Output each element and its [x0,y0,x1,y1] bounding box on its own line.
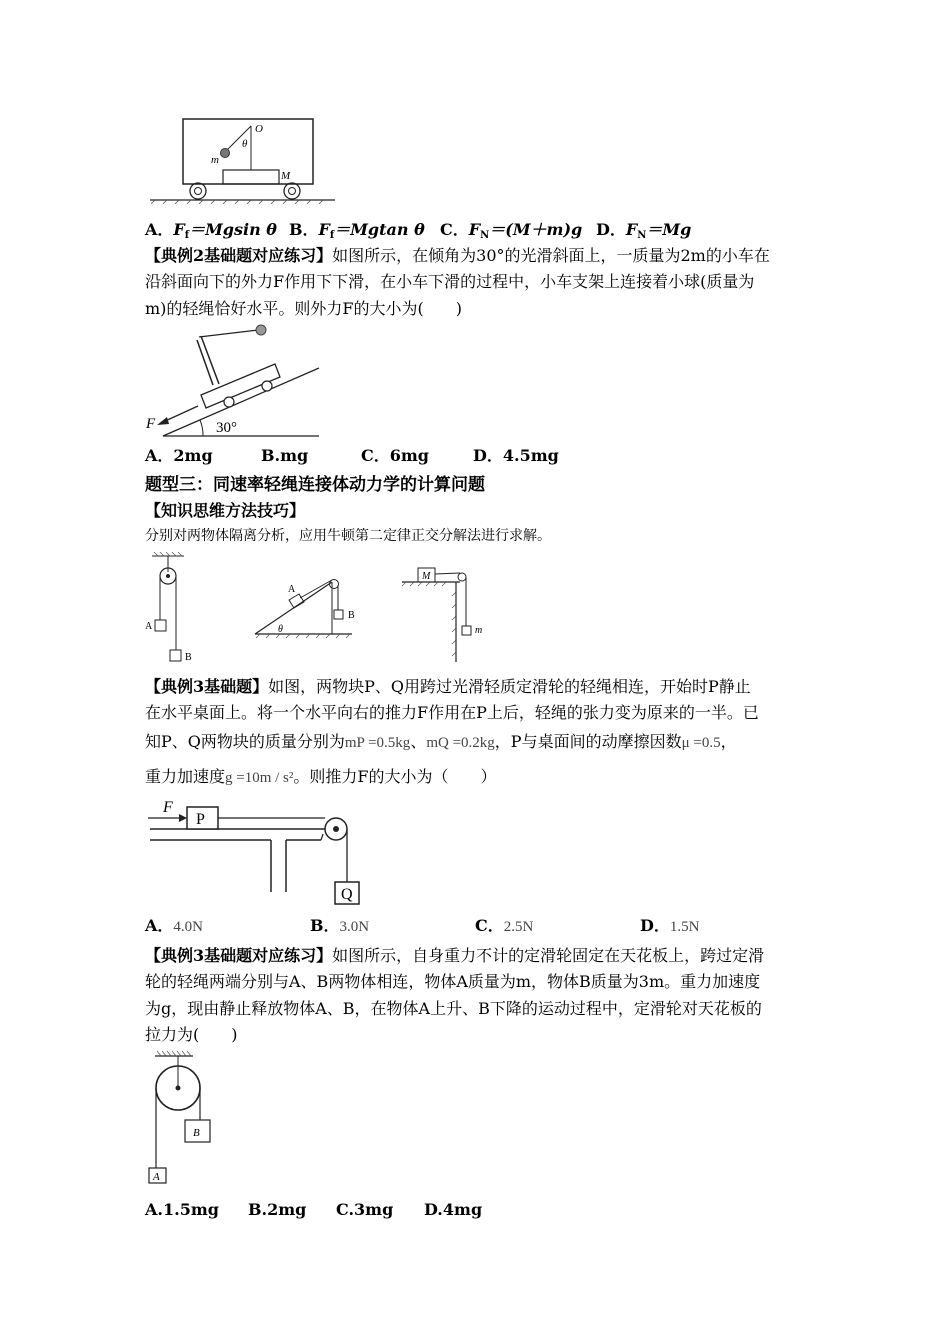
option-letter: B． [310,916,340,935]
q2-option-c[interactable] [361,444,429,468]
option-text: A．2mg [145,446,213,465]
friction-coef: μ =0.5 [681,735,721,751]
ex2-line-3: m)的轻绳恰好水平。则外力F的大小为( ) [145,299,463,318]
ex3-line-2: 在水平桌面上。将一个水平向右的推力F作用在P上后，轻绳的张力变为原来的一半。已 [145,703,759,722]
label-A2: A [288,584,296,595]
figure-pulley-setups [140,552,500,667]
ex3-line-4 [145,764,497,791]
ex3-line-1 [145,674,751,700]
option-expr: F [173,220,185,239]
separator: 、 [410,732,427,751]
ex2-tag: 【典例2基础题对应练习】 [145,246,333,265]
label-theta: θ [278,624,283,635]
option-letter: D． [640,916,670,935]
label-m: m [475,625,483,636]
figure-ceiling-pulley [145,1050,220,1190]
label-F: F [163,799,173,816]
option-expr: F [468,220,481,239]
option-text: A.1.5mg [145,1200,219,1219]
ex3-line-3 [145,729,737,756]
label-angle: 30° [216,420,237,436]
option-sub: N [480,230,490,241]
option-rest: ＝Mgtan θ [334,220,425,239]
q3-option-b[interactable] [310,914,369,939]
ex3-text: 重力加速度 [145,767,226,786]
label-B2: B [348,610,355,621]
option-value: 3.0N [339,919,370,935]
label-A: A [145,621,153,632]
ex4-line-2: 轮的轻绳两端分别与A、B两物体相连，物体A质量为m，物体B质量为3m。重力加速度 [145,972,761,991]
option-letter: D． [596,220,626,239]
option-sub: N [637,230,647,241]
ex3-text: ，P与桌面间的动摩擦因数 [494,732,682,751]
mass-q: mQ =0.2kg [426,735,495,751]
label-theta: θ [242,138,248,150]
label-M: M [281,170,291,182]
option-letter: C． [440,220,469,239]
q3-option-c[interactable] [475,914,533,939]
ex2-line-1 [145,243,770,269]
gravity: g =10m / s² [225,770,294,786]
label-B: B [185,652,192,663]
q4-option-d[interactable] [424,1198,482,1222]
q2-option-b[interactable] [261,444,308,468]
option-text: B.2mg [248,1200,307,1219]
option-sub: f [329,230,335,241]
q4-option-c[interactable] [336,1198,393,1222]
ex3-tag: 【典例3基础题】 [145,677,269,696]
option-text: D．4.5mg [473,446,559,465]
mass-p: mP =0.5kg [344,735,411,751]
ex3-text: 如图，两物块P、Q用跨过光滑轻质定滑轮的轻绳相连，开始时P静止 [268,677,751,696]
ex4-line-4: 拉力为( ) [145,1025,238,1044]
tips-tag: 【知识思维方法技巧】 [145,501,306,520]
ex2-text: 如图所示，在倾角为30°的光滑斜面上，一质量为2m的小车在 [332,246,770,265]
option-letter: A． [145,916,174,935]
label-M: M [422,571,431,582]
option-text: B.mg [261,446,309,465]
section-title: 题型三：同速率轻绳连接体动力学的计算问题 [145,475,485,495]
label-P: P [196,811,205,828]
option-letter: B． [289,220,319,239]
ex3-text: 知P、Q两物块的质量分别为 [145,732,345,751]
label-Q: Q [341,886,353,903]
figure-cart-pendulum [145,112,345,204]
ex4-tag: 【典例3基础题对应练习】 [145,946,333,965]
option-rest: ＝Mg [646,220,692,239]
option-value: 2.5N [503,919,534,935]
q2-option-d[interactable] [473,444,559,468]
option-rest: ＝(M＋m)g [489,220,583,239]
option-text: C．6mg [361,446,429,465]
ex3-text: ， [720,732,737,751]
option-letter: A． [145,220,174,239]
tips-text: 分别对两物体隔离分析，应用牛顿第二定律正交分解法进行求解。 [145,528,551,544]
label-F: F [146,416,156,432]
label-O: O [255,123,263,135]
q3-option-a[interactable] [145,914,203,939]
ex2-line-2: 沿斜面向下的外力F作用下下滑，在小车下滑的过程中，小车支架上连接着小球(质量为 [145,272,755,291]
option-letter: C． [475,916,504,935]
option-text: C.3mg [336,1200,394,1219]
option-value: 1.5N [669,919,700,935]
q3-option-d[interactable] [640,914,699,939]
label-B: B [193,1127,200,1139]
option-value: 4.0N [173,919,204,935]
ex4-line-3: 为g，现由静止释放物体A、B，在物体A上升、B下降的运动过程中，定滑轮对天花板的 [145,999,762,1018]
ex3-text: 。则推力F的大小为（ ） [293,767,497,786]
ex4-text: 如图所示，自身重力不计的定滑轮固定在天花板上，跨过定滑 [332,946,765,965]
q4-option-b[interactable] [248,1198,306,1222]
figure-cart-incline [143,322,328,442]
label-A: A [153,1171,160,1183]
option-text: D.4mg [424,1200,483,1219]
figure-table-pulley [145,798,370,910]
label-m: m [211,154,219,166]
q4-option-a[interactable] [145,1198,219,1222]
ex4-line-1 [145,943,764,969]
option-sub: f [184,230,190,241]
option-rest: ＝Mgsin θ [189,220,277,239]
option-expr: F [625,220,638,239]
option-expr: F [318,220,330,239]
q2-option-a[interactable] [145,444,213,468]
